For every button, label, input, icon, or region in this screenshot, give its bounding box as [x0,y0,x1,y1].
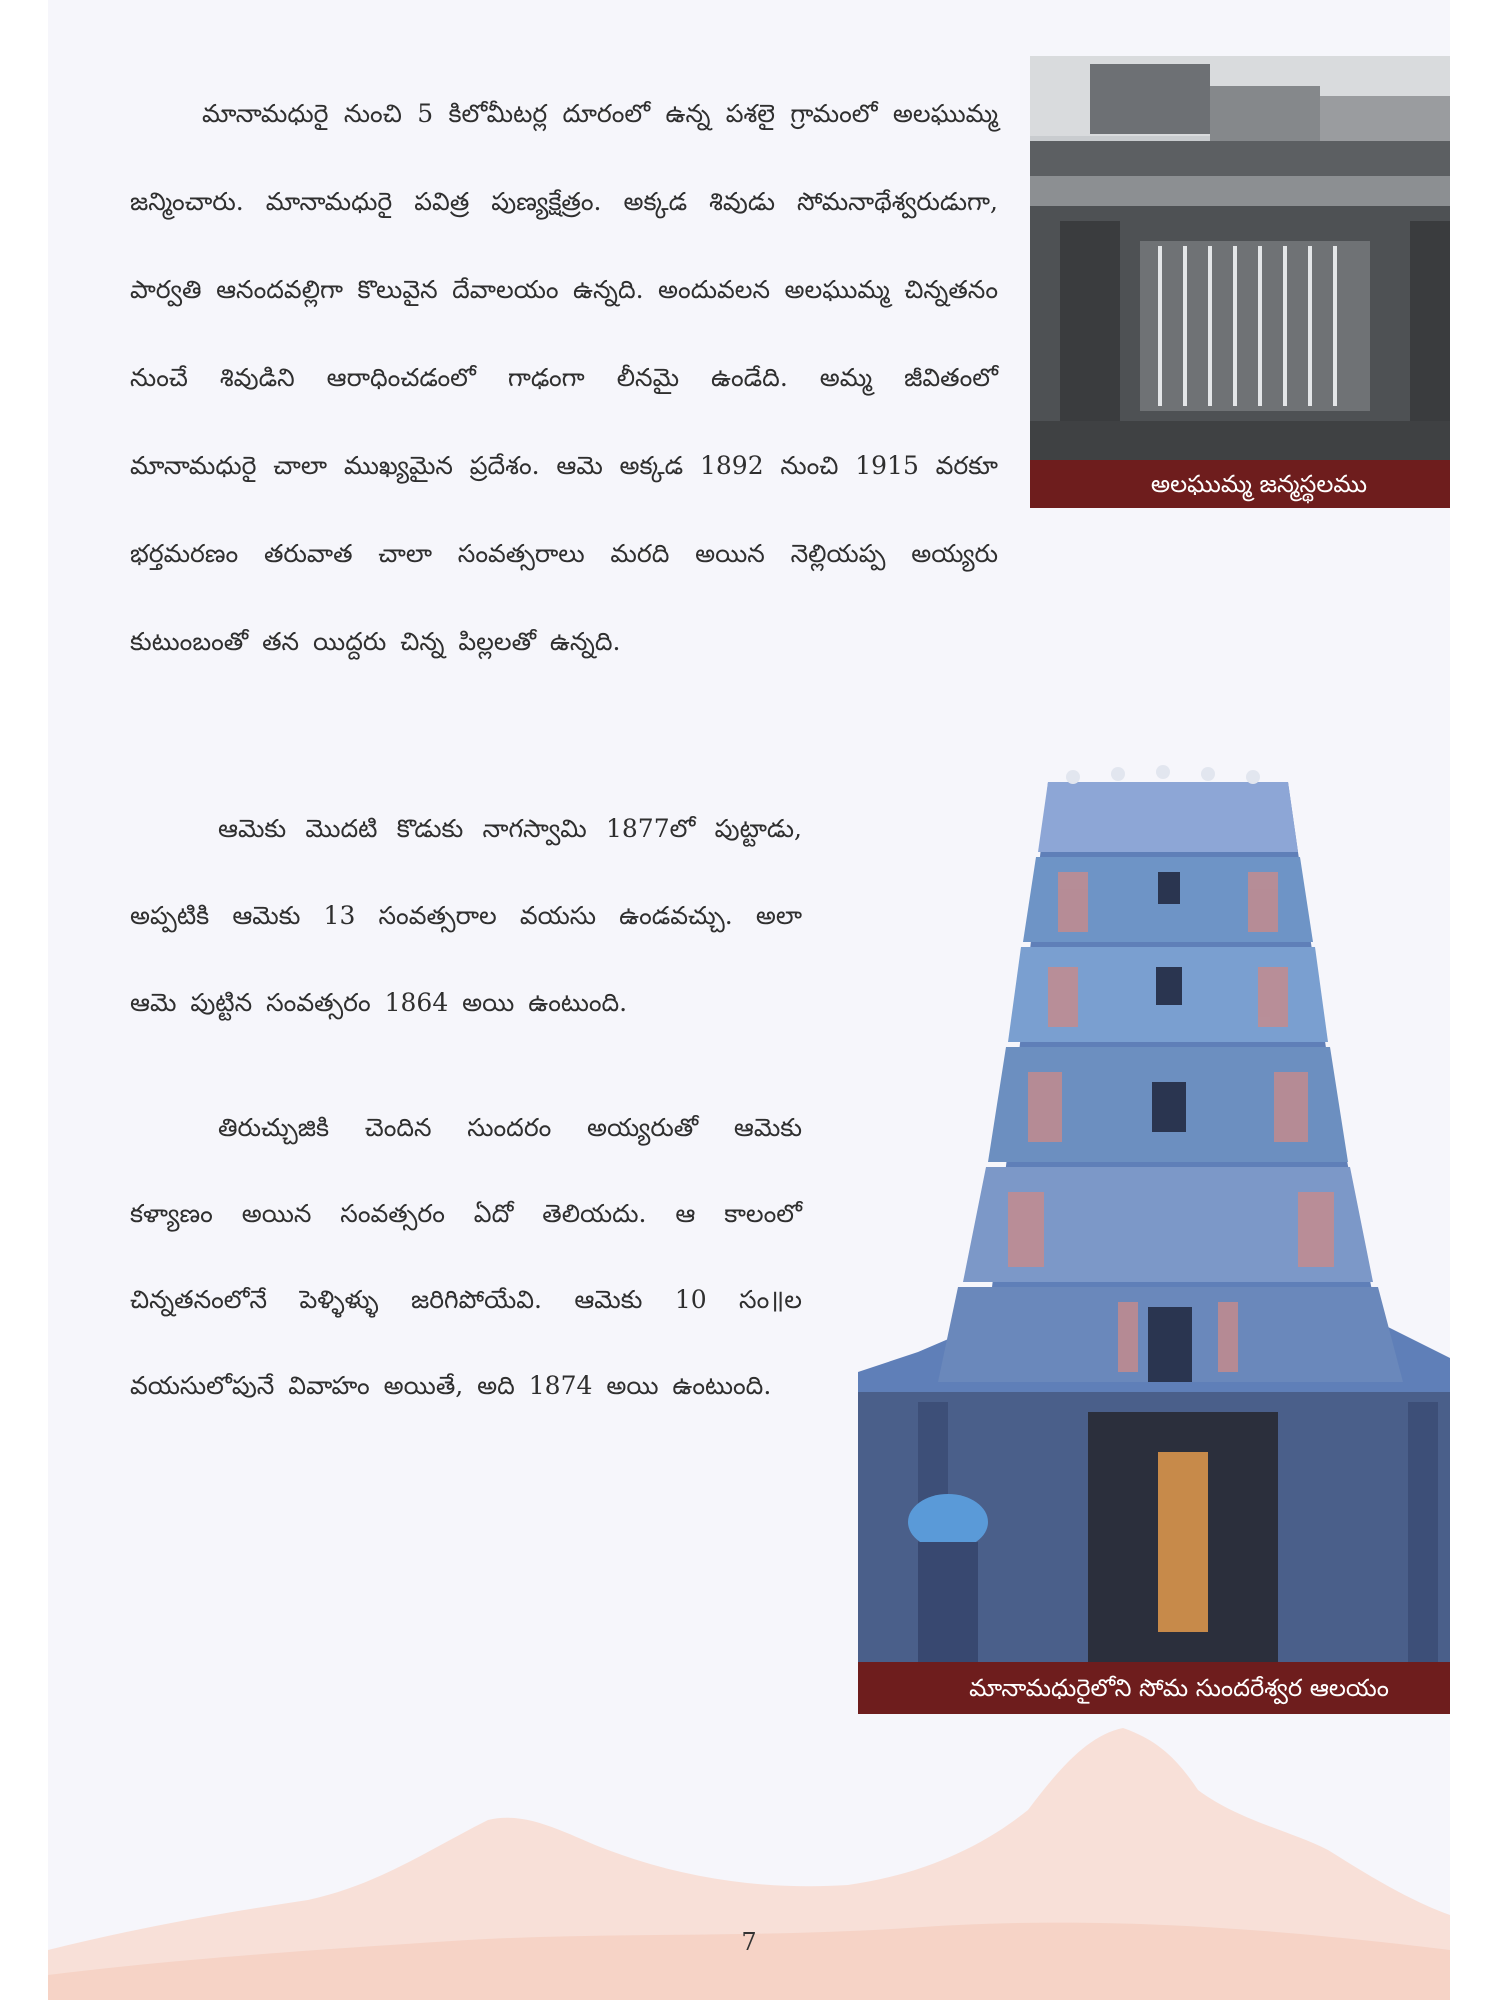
paragraph-birthplace: మానామధురై నుంచి 5 కిలోమీటర్ల దూరంలో ఉన్న పశలై గ్రామంలో అలఘుమ్మ జన్మించారు. మానామధురై పవిత్ర పుణ్యక్షేత్రం. అక్కడ శివుడు సోమనాథేశ్వరుడుగా, పార్వతి ఆనందవల్లిగా కొలువైన దేవాలయం ఉన్నది. అందువలన అలఘుమ్మ చిన్నతనం నుంచే శివుడిని ఆరాధించడంలో గాఢంగా లీనమై ఉండేది. అమ్మ జీవితంలో మానామధురై చాలా ముఖ్యమైన ప్రదేశం. ఆమె అక్కడ 1892 నుంచి 1915 వరకూ భర్తమరణం తరువాత చాలా సంవత్సరాలు మరది అయిన నెల్లియప్ప అయ్యరు కుటుంబంతో తన యిద్దరు చిన్న పిల్లలతో ఉన్నది. [130,99,998,656]
temple-figure [858,762,1450,1714]
paragraph-marriage: తిరుచ్చుజికి చెందిన సుందరం అయ్యరుతో ఆమెకు కళ్యాణం అయిన సంవత్సరం ఏదో తెలియదు. ఆ కాలంలో చిన్నతనంలోనే పెళ్ళిళ్ళు జరిగిపోయేవి. ఆమెకు 10 సం॥ల వయసులోపునే వివాహం అయితే, అది 1874 అయి ఉంటుంది. [130,1113,802,1400]
birthplace-figure [1030,56,1450,508]
temple-gopuram-photo [858,762,1450,1662]
birthplace-caption: అలఘుమ్మ జన్మస్థలము [1030,460,1450,508]
paragraph-first-son: ఆమెకు మొదటి కొడుకు నాగస్వామి 1877లో పుట్టాడు, అప్పటికి ఆమెకు 13 సంవత్సరాల వయసు ఉండవచ్చు. అలా ఆమె పుట్టిన సంవత్సరం 1864 అయి ఉంటుంది. [130,814,802,1017]
document-page [48,0,1450,2000]
birthplace-house-photo [1030,56,1450,460]
page-number: 7 [741,1928,757,1956]
temple-caption: మానామధురైలోని సోమ సుందరేశ్వర ఆలయం [858,1662,1450,1714]
